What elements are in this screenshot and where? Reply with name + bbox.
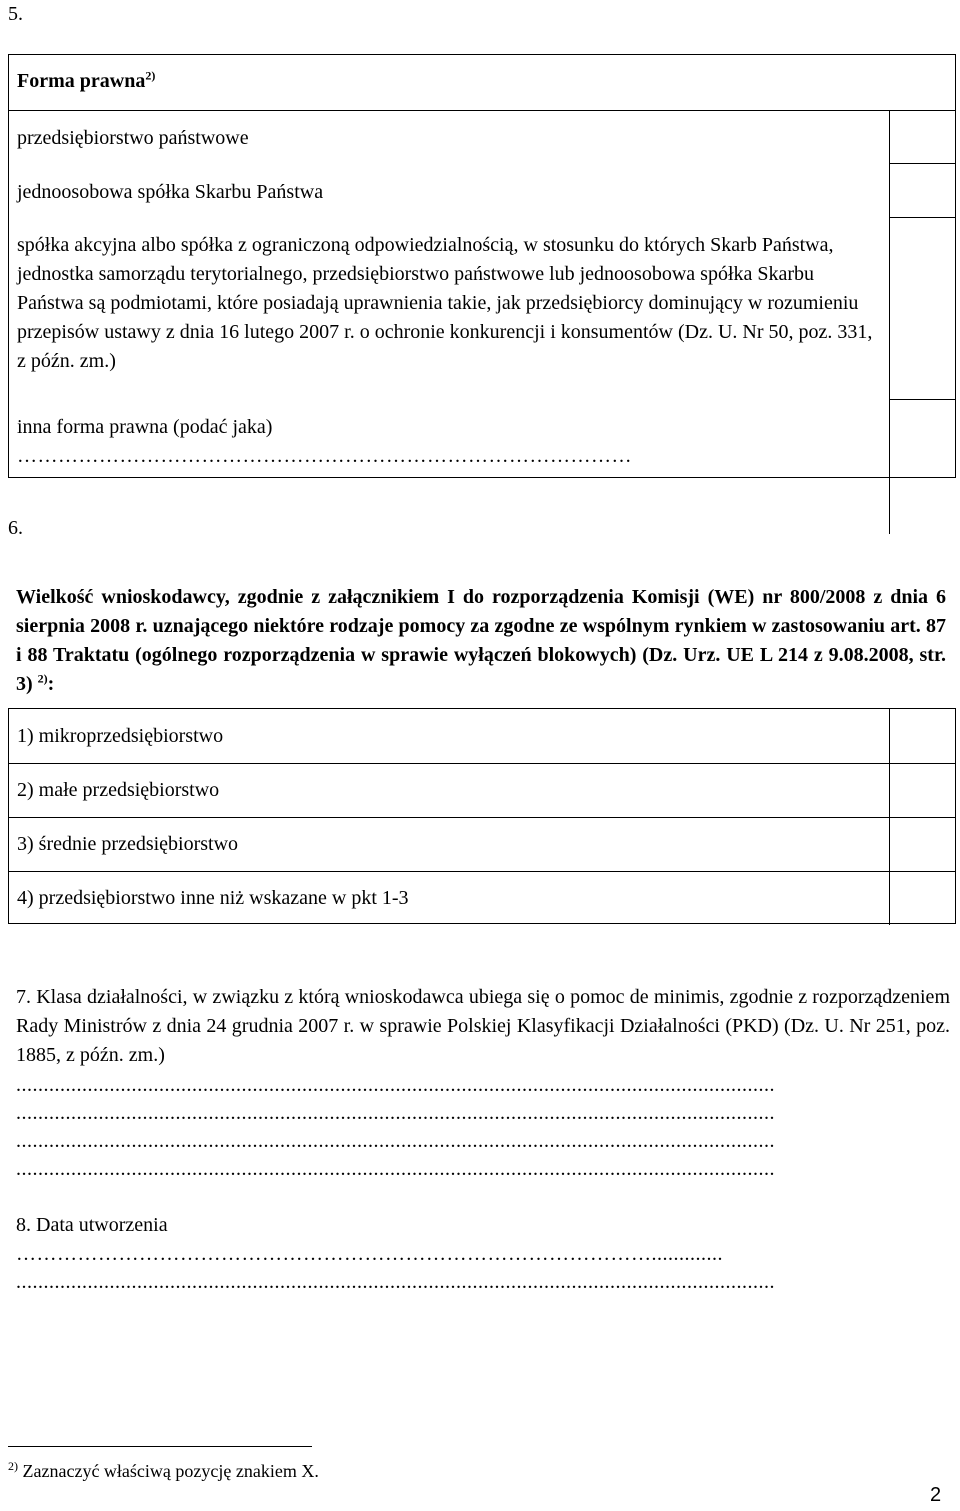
legal-form-option-treasury-company: jednoosobowa spółka Skarbu Państwa bbox=[17, 181, 324, 203]
legal-form-title: Forma prawna$^{2)}$ bbox=[17, 68, 156, 92]
footnote bbox=[8, 1458, 319, 1484]
legal-form-option-other: inna forma prawna (podać jaka) bbox=[17, 416, 273, 438]
footnote-reference: 2) bbox=[37, 671, 48, 686]
enterprise-size-heading: Wielkość wnioskodawcy, zgodnie z załącznikiem I do rozporządzenia Komisji (WE) nr 800/2008 z dnia 6 sierpnia 2008 r. uznającego niektóre rodzaje pomocy za zgodne ze wspólnym rynkiem w zastosowaniu art. 87 i 88 Traktatu (ogólnego rozporządzenia w sprawie wyłączeń blokowych) (Dz. Urz. UE L 214 z 9.08.2008, str. 3) $^{2)}$: bbox=[16, 586, 946, 695]
footnote-separator bbox=[8, 1446, 312, 1447]
legal-form-option-state-enterprise: przedsiębiorstwo państwowe bbox=[17, 127, 249, 149]
enterprise-size-table bbox=[8, 708, 956, 924]
table-divider bbox=[9, 763, 955, 764]
checkbox-other-size[interactable] bbox=[890, 872, 956, 924]
checkbox-micro[interactable] bbox=[890, 710, 956, 763]
activity-class-text: 7. Klasa działalności, w związku z którą wnioskodawca ubiega się o pomoc de minimis, zgodnie z rozporządzeniem Rady Ministrów z dnia 24 grudnia 2007 r. w sprawie Polskiej Klasyfikacji Działalności (PKD) (Dz. U. Nr 251, poz. 1885, z późn. zm.) bbox=[16, 986, 950, 1066]
checkbox-joint-stock[interactable] bbox=[890, 218, 956, 399]
legal-form-option-joint-stock: spółka akcyjna albo spółka z ograniczoną odpowiedzialnością, w stosunku do których Skarb Państwa, jednostka samorządu terytorialnego, przedsiębiorstwo państwowe lub jednoosobowa spółka Skarbu Państwa są podmiotami, które posiadają uprawnienia takie, jak przedsiębiorcy dominujący w rozumieniu przepisów ustawy z dnia 16 lutego 2007 r. o ochronie konkurencji i konsumentów (Dz. U. Nr 50, poz. 331, z późn. zm.) bbox=[17, 234, 873, 372]
size-option-other: 4) przedsiębiorstwo inne niż wskazane w pkt 1-3 bbox=[17, 887, 409, 909]
checkbox-medium[interactable] bbox=[890, 818, 956, 871]
table-divider bbox=[9, 817, 955, 818]
page-number: 2 bbox=[930, 1484, 942, 1506]
table-divider bbox=[9, 871, 955, 872]
section-5-number: 5. bbox=[8, 3, 23, 25]
footnote-mark: 2) bbox=[8, 1459, 18, 1473]
legal-form-table bbox=[8, 54, 956, 478]
size-option-medium: 3) średnie przedsiębiorstwo bbox=[17, 833, 239, 855]
footnote-text: Zaznaczyć właściwą pozycję znakiem X. bbox=[22, 1461, 319, 1481]
size-option-micro: 1) mikroprzedsiębiorstwo bbox=[17, 725, 224, 747]
checkbox-other-form[interactable] bbox=[890, 400, 956, 478]
activity-class-fill-line[interactable]: .......................................................................................................................................... bbox=[16, 1158, 775, 1180]
activity-class-fill-line[interactable]: .......................................................................................................................................... bbox=[16, 1102, 775, 1124]
creation-date-fill-line[interactable]: .......................................................................................................................................... bbox=[16, 1271, 775, 1293]
section-6-number: 6. bbox=[8, 517, 23, 539]
activity-class-fill-line[interactable]: .......................................................................................................................................... bbox=[16, 1130, 775, 1152]
table-divider bbox=[9, 110, 955, 111]
size-option-small: 2) małe przedsiębiorstwo bbox=[17, 779, 220, 801]
legal-form-other-fill-line[interactable]: ……………………………………………………………………………… bbox=[17, 445, 632, 467]
checkbox-state-enterprise[interactable] bbox=[890, 111, 956, 163]
activity-class-fill-line[interactable]: .......................................................................................................................................... bbox=[16, 1074, 775, 1096]
creation-date-label: 8. Data utworzenia bbox=[16, 1214, 168, 1236]
footnote-reference: 2) bbox=[145, 68, 156, 83]
checkbox-small[interactable] bbox=[890, 764, 956, 817]
checkbox-treasury-company[interactable] bbox=[890, 164, 956, 217]
creation-date-fill-line[interactable]: …………………………………………………………………………………............. bbox=[16, 1243, 723, 1265]
